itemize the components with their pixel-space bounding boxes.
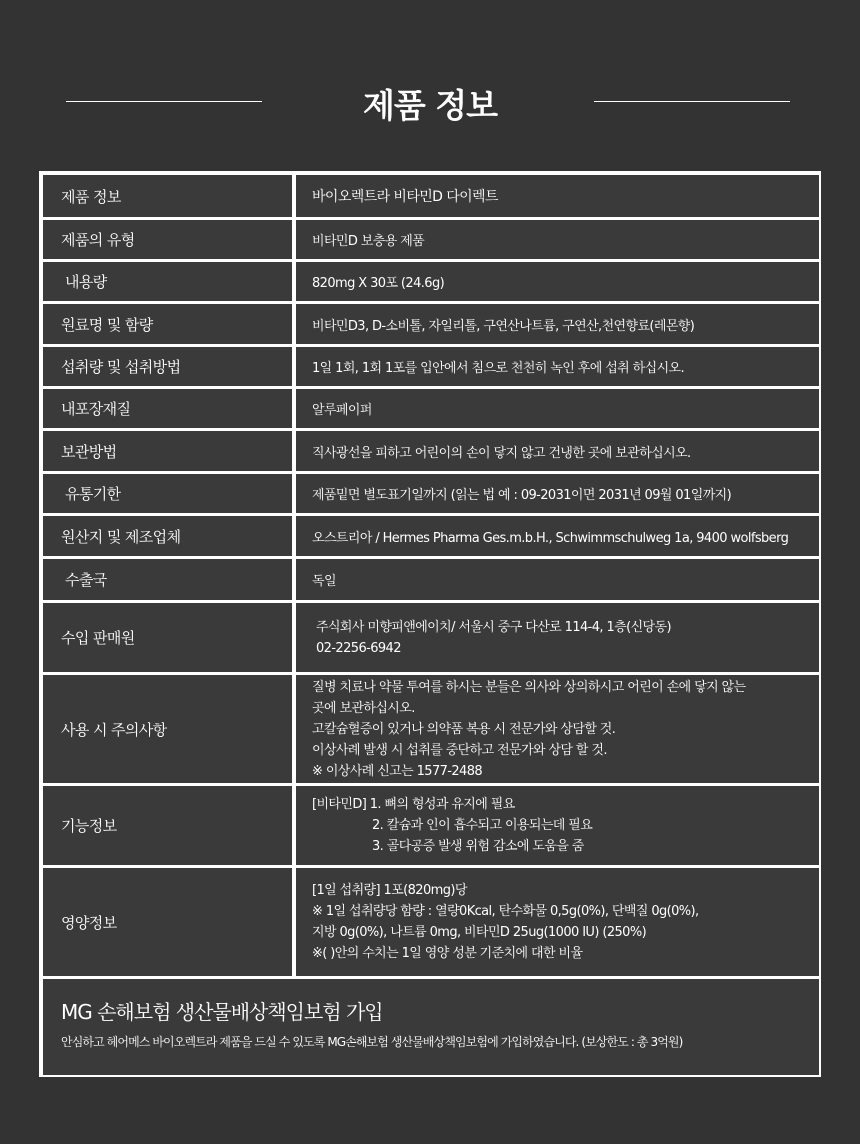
nutrition-line: ※( )안의 수치는 1일 영양 성분 기준치에 대한 비율 (312, 946, 583, 961)
row-value-product-name: 바이오렉트라 비타민D 다이렉트 (296, 175, 819, 217)
precaution-line: 질병 치료나 약물 투여를 하시는 분들은 의사와 상의하시고 어린이 손에 닿지 않는 (312, 679, 746, 695)
row-value-packaging: 알루페이퍼 (296, 389, 819, 428)
function-line: [비타민D] 1. 뼈의 형성과 유지에 필요 (312, 797, 515, 812)
product-info-table (39, 171, 821, 1077)
row-label-precautions: 사용 시 주의사항 (43, 675, 292, 783)
nutrition-line: ※ 1일 섭취량당 함량 : 열량0Kcal, 탄수화물 0,5g(0%), 단백질 0g(0%), (312, 904, 699, 919)
row-value-net-content: 820mg X 30포 (24.6g) (296, 262, 819, 301)
row-value-storage: 직사광선을 피하고 어린이의 손이 닿지 않고 건냉한 곳에 보관하십시오. (296, 431, 819, 471)
importer-line: 02-2256-6942 (316, 640, 401, 656)
row-value-expiration: 제품밑면 별도표기일까지 (읽는 법 예 : 09-2031이면 2031년 09월 01일까지) (296, 474, 819, 513)
row-label-ingredients: 원료명 및 함량 (43, 304, 292, 344)
row-label-net-content: 내용량 (43, 262, 292, 301)
precaution-line: 고칼슘혈증이 있거나 의약품 복용 시 전문가와 상담할 것. (312, 721, 616, 737)
function-line: 2. 칼슘과 인이 흡수되고 이용되는데 필요 (372, 818, 593, 833)
row-value-nutrition-info (296, 868, 819, 976)
title-divider-right (594, 101, 790, 102)
row-label-storage: 보관방법 (43, 431, 292, 471)
title-area (0, 72, 860, 132)
row-label-export-country: 수출국 (43, 559, 292, 600)
page-title: 제품 정보 (362, 86, 497, 125)
insurance-description: 안심하고 헤어메스 바이오렉트라 제품을 드실 수 있도록 MG손해보험 생산물배상책임보험에 가입하였습니다. (보상한도 : 총 3억원) (61, 1035, 683, 1049)
row-label-expiration: 유통기한 (43, 474, 292, 513)
insurance-title: MG 손해보험 생산물배상책임보험 가입 (61, 1000, 383, 1024)
row-label-packaging: 내포장재질 (43, 389, 292, 428)
nutrition-line: 지방 0g(0%), 나트륨 0mg, 비타민D 25ug(1000 IU) (250%) (312, 925, 647, 940)
row-label-product-type: 제품의 유형 (43, 220, 292, 259)
row-value-intake-method: 1일 1회, 1회 1포를 입안에서 침으로 천천히 녹인 후에 섭취 하십시오. (296, 347, 819, 386)
row-value-function-info (296, 786, 819, 865)
precaution-line: 곳에 보관하십시오. (312, 700, 415, 716)
row-value-importer (296, 603, 819, 672)
importer-line: 주식회사 미향피앤에이치/ 서울시 중구 다산로 114-4, 1층(신당동) (316, 619, 671, 635)
row-value-export-country: 독일 (296, 559, 819, 600)
insurance-section (43, 979, 819, 1075)
nutrition-line: [1일 섭취량] 1포(820mg)당 (312, 883, 467, 898)
row-label-importer: 수입 판매원 (43, 603, 292, 672)
row-value-ingredients: 비타민D3, D-소비톨, 자일리톨, 구연산나트륨, 구연산,천연향료(레몬향) (296, 304, 819, 344)
row-label-product-name: 제품 정보 (43, 175, 292, 217)
row-label-origin-manufacturer: 원산지 및 제조업체 (43, 516, 292, 556)
row-value-precautions (296, 675, 819, 783)
row-label-function-info: 기능정보 (43, 786, 292, 865)
row-label-nutrition-info: 영양정보 (43, 868, 292, 976)
precaution-line: ※ 이상사례 신고는 1577-2488 (312, 763, 483, 779)
row-value-product-type: 비타민D 보충용 제품 (296, 220, 819, 259)
precaution-line: 이상사례 발생 시 섭취를 중단하고 전문가와 상담 할 것. (312, 742, 607, 758)
row-value-origin-manufacturer: 오스트리아 / Hermes Pharma Ges.m.b.H., Schwimmschulweg 1a, 9400 wolfsberg (296, 516, 819, 556)
row-label-intake-method: 섭취량 및 섭취방법 (43, 347, 292, 386)
function-line: 3. 골다공증 발생 위험 감소에 도움을 줌 (372, 839, 584, 854)
